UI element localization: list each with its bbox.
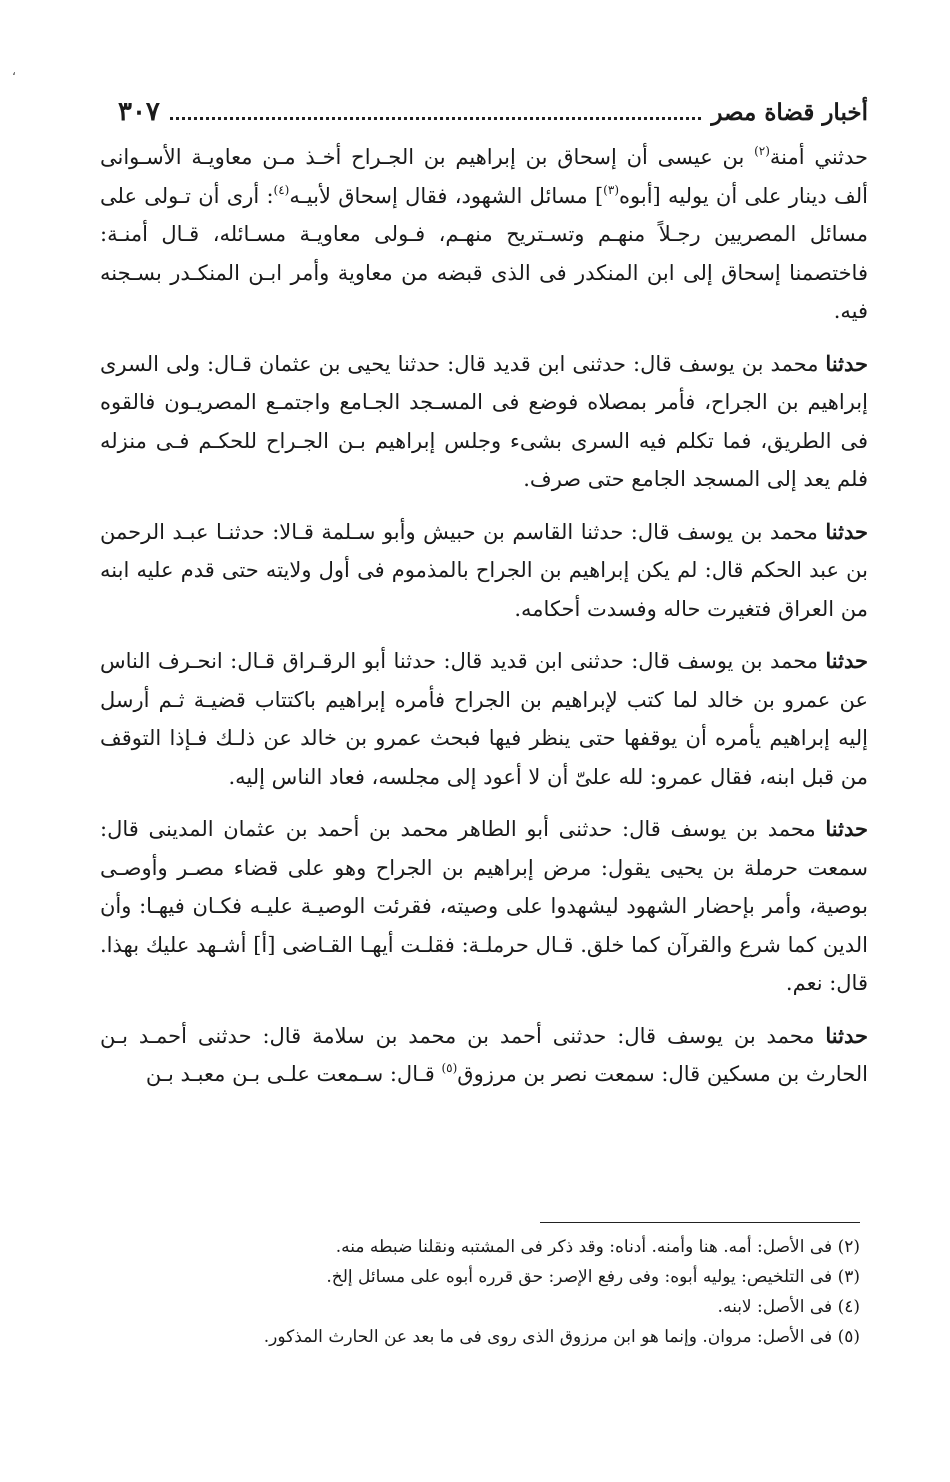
paragraph-4 [100,642,868,796]
paragraph-text: حدثني أمنة [769,145,869,169]
paragraph-1 [100,138,868,331]
footnote-3: (٣) فى التلخيص: يوليه أبوه: وفى رفع الإصر: حق قرره أبوه على مسائل إلخ. [326,1267,860,1287]
footnote-ref[interactable]: (٢) [754,144,770,158]
paragraph-6 [100,1017,868,1094]
footnotes [140,1232,860,1352]
paragraph-text: : أرى أن تـولى على مسائل المصريين رجـلاً منهـم وتسـتريح منهـم، فـولى معاويـة مسـائله، قـال أمنـة: فاختصمنا إسحاق إلى ابن المنكدر فى الذى قبضه من معاوية وأمر ابـن المنكـدر بسـجنه فيه. [100,183,868,323]
paragraph-text: محمد بن يوسف قال: حدثنى ابن قديد قال: حدثنا أبو الرقـراق قـال: انحـرف الناس عن عمرو بن خالد لما كتب لإبراهيم بن الجراح فأمره إبراهيم باكتتاب قضيـة ثـم أرسل إليه إبراهيم يأمره أن يوقفها حتى ينظر فيها فبحث عمرو بن خالد عن ذلـك فـإذا التوقف من قبل ابنه، فقال عمرو: لله علىّ أن لا أعود إلى مجلسه، فعاد الناس إليه. [100,649,868,789]
paragraph-text: ] مسائل الشهود، فقال إسحاق لأبيـه [289,183,604,208]
paragraph-lead: حدثنا [825,518,868,544]
footnote-ref[interactable]: (٤) [273,182,290,197]
footnote-divider [540,1222,860,1223]
footnote-5: (٥) فى الأصل: مروان. وإنما هو ابن مرزوق الذى روى فى ما بعد عن الحارث المذكور. [263,1327,860,1347]
paragraph-text: بن عيسى أن إسحاق بن إبراهيم بن الجـراح أخـذ مـن معاويـة الأسـوانى ألف دينار على أن يوليه [أبوه [100,145,868,208]
paragraph-3 [100,513,868,629]
running-header [118,92,868,132]
paragraph-lead: حدثنا [825,648,868,673]
paragraph-text: قـال: سـمعت علـى بـن معبـد بـن [145,1062,442,1086]
paragraph-text: محمد بن يوسف قال: حدثنا القاسم بن حبيش وأبو سـلمة قـالا: حدثنـا عبـد الرحمن بن عبد الحكم قال: لم يكن إبراهيم بن الجراح بالمذموم فى أول ولايته حتى قدم عليه ابنه من العراق فتغيرت حاله وفسدت أحكامه. [100,519,868,621]
page-number: ٣٠٧ [118,97,160,127]
paragraph-text: محمد بن يوسف قال: حدثنى ابن قديد قال: حدثنا يحيى بن عثمان قـال: ولى السرى إبراهيم بن الجراح، فأمر بمصلاه فوضع فى المسـجد الجـامع واجتمـع المصريـون فالقوه فى الطريق، فما تكلم فيه السرى بشىء وجلس إبراهيم بـن الجـراح للحكـم فـى منزله فلم يعد إلى المسجد الجامع حتى صرف. [100,351,868,491]
paragraph-text: محمد بن يوسف قال: حدثنى أبو الطاهر محمد بن أحمد بن عثمان المدينى قال: سمعت حرملة بن يحيى يقول: مرض إبراهيم بن الجراح وهو على قضاء مصـر وأوصـى بوصية، وأمر بإحضار الشهود ليشهدوا على وصيته، فقرئت الوصيـة عليـه فكـان فيهـا: وأن الدين كما شرع والقرآن كما خلق. قـال حرملـة: فقلـت أيهـا القـاضى [أ] أشـهد عليك بهذا. قال: نعم. [100,817,868,995]
paragraph-5 [100,810,868,1003]
paragraph-lead: حدثنا [825,350,869,376]
main-text [100,138,868,1108]
footnote-ref[interactable]: (٣) [603,182,619,197]
footnote-4: (٤) فى الأصل: لابنه. [717,1297,860,1317]
footnote-2: (٢) فى الأصل: أمه. هنا وأمنه. أدناه: وقد ذكر فى المشتبه ونقلنا ضبطه منه. [335,1237,860,1257]
footnote-ref[interactable]: (٥) [441,1061,458,1075]
paragraph-text: محمد بن يوسف قال: حدثنى أحمد بن محمد بن سلامة قال: حدثنى أحمـد بـن الحارث بن مسكين قال: سمعت نصر بن مرزوق [100,1023,868,1086]
paragraph-2 [100,345,868,499]
paragraph-lead: حدثنا [825,816,868,841]
running-head-title: أخبار قضاة مصر [711,98,868,126]
paragraph-lead: حدثنا [825,1022,868,1048]
corner-mark: ، [12,64,16,78]
leader-dots [170,117,701,120]
